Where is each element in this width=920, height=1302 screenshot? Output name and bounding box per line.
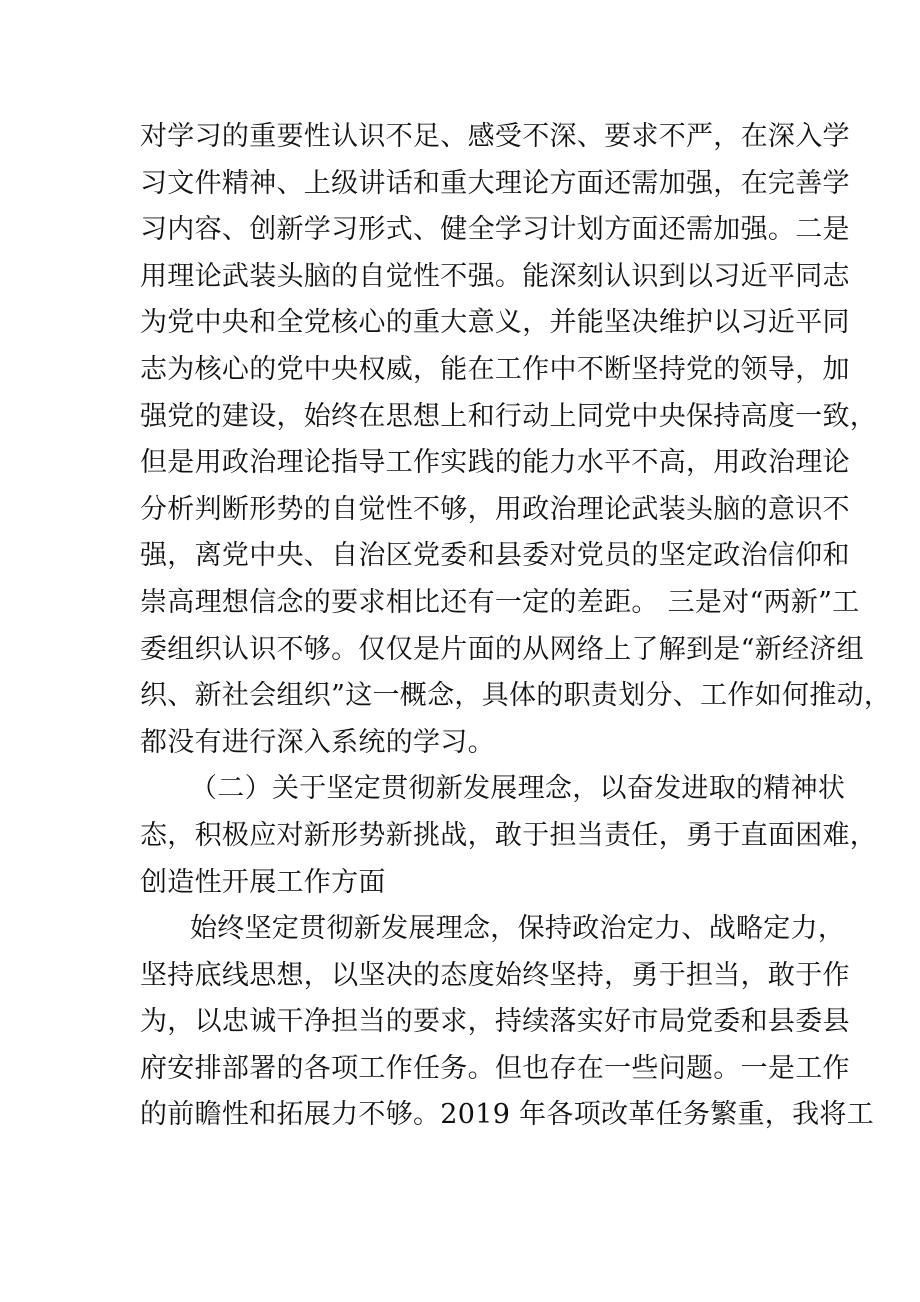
text-line: 始终坚定贯彻新发展理念，保持政治定力、战略定力， xyxy=(190,913,846,945)
text-line: 对学习的重要性认识不足、感受不深、要求不严，在深入学 xyxy=(140,121,850,152)
text-line: 的前瞻性和拓展力不够。2019 年各项改革任务繁重，我将工 xyxy=(140,1099,874,1131)
section-heading-line: 态，积极应对新形势新挑战，敢于担当责任，勇于直面困难， xyxy=(140,819,878,851)
text-line: 府安排部署的各项工作任务。但也存在一些问题。一是工作 xyxy=(140,1052,850,1084)
section-heading-line: 创造性开展工作方面 xyxy=(140,866,386,898)
text-line: 但是用政治理论指导工作实践的能力水平不高，用政治理论 xyxy=(140,447,850,479)
text-line: 分析判断形势的自觉性不够，用政治理论武装头脑的意识不 xyxy=(140,493,850,525)
text-line: 坚持底线思想，以坚决的态度始终坚持，勇于担当，敢于作 xyxy=(140,959,850,991)
section-heading-line: （二）关于坚定贯彻新发展理念，以奋发进取的精神状 xyxy=(190,773,846,805)
text-line: 为，以忠诚干净担当的要求，持续落实好市局党委和县委县 xyxy=(140,1006,850,1038)
text-line: 习内容、创新学习形式、健全学习计划方面还需加强。二是 xyxy=(140,214,850,246)
text-line: 习文件精神、上级讲话和重大理论方面还需加强，在完善学 xyxy=(140,167,850,199)
text-line: 志为核心的党中央权威，能在工作中不断坚持党的领导，加 xyxy=(140,353,850,385)
text-line: 用理论武装头脑的自觉性不强。能深刻认识到以习近平同志 xyxy=(140,260,850,292)
document-body xyxy=(140,114,892,1139)
text-line: 委组织认识不够。仅仅是片面的从网络上了解到是“新经济组 xyxy=(140,633,864,665)
text-line: 织、新社会组织”这一概念，具体的职责划分、工作如何推动， xyxy=(140,680,892,712)
text-line: 为党中央和全党核心的重大意义，并能坚决维护以习近平同 xyxy=(140,307,850,339)
text-line: 强党的建设，始终在思想上和行动上同党中央保持高度一致， xyxy=(140,400,878,432)
text-line: 都没有进行深入系统的学习。 xyxy=(140,726,495,758)
text-line: 强，离党中央、自治区党委和县委对党员的坚定政治信仰和 xyxy=(140,540,850,572)
text-line: 崇高理想信念的要求相比还有一定的差距。 三是对“两新”工 xyxy=(140,586,860,618)
